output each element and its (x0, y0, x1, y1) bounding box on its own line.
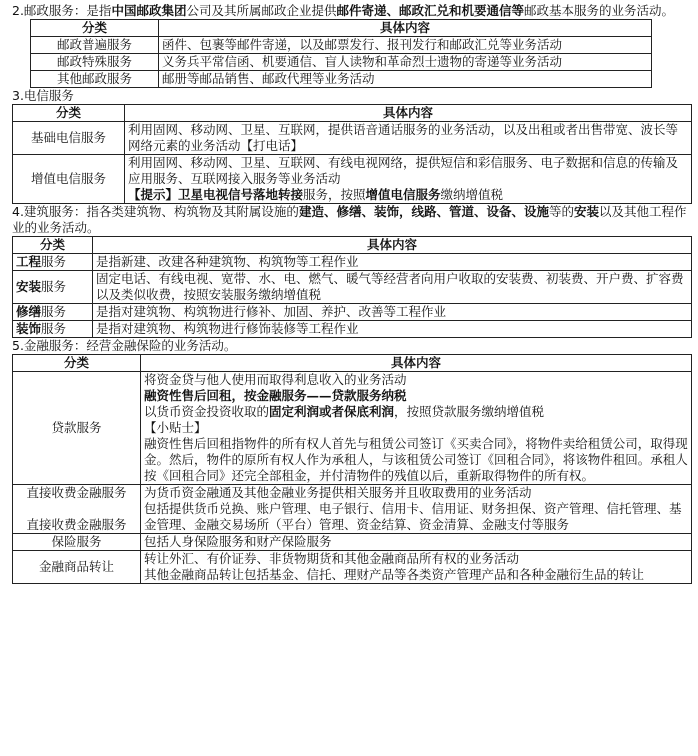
category-text: 直接收费金融服务 (26, 517, 127, 532)
table-header (31, 20, 652, 37)
intro-text: 4.建筑服务：指各类建筑物、构筑物及其附属设施的 (12, 204, 299, 219)
tip-text: 缴纳增值税 (440, 187, 504, 202)
tip-bold: 增值电信服务 (365, 187, 441, 202)
table-row (13, 485, 692, 534)
loan-line (144, 404, 688, 420)
intro-bold: 安装 (573, 204, 599, 219)
header-content: 具体内容 (93, 237, 692, 254)
intro-text: 邮政基本服务的业务活动。 (523, 3, 674, 18)
row-category: 贷款服务 (13, 372, 141, 485)
row-content: 义务兵平常信函、机要通信、盲人读物和革命烈士遗物的寄递等业务活动 (159, 54, 652, 71)
row-category: 邮政特殊服务 (31, 54, 159, 71)
row-category (13, 304, 93, 321)
row-category: 保险服务 (13, 534, 141, 551)
telecom-service-title: 3.电信服务 (12, 88, 74, 103)
loan-bold-line: 融资性售后回租，按金融服务——贷款服务纳税 (144, 388, 407, 403)
intro-text: 公司及其所属邮政企业提供 (186, 3, 337, 18)
table-row (13, 155, 692, 204)
tip-line (128, 187, 688, 203)
tip-bold: 【提示】卫星电视信号落地转接 (128, 187, 304, 202)
intro-bold: 中国邮政集团 (111, 3, 187, 18)
table-row (13, 304, 692, 321)
header-content: 具体内容 (141, 355, 692, 372)
row-content (141, 372, 692, 485)
row-content: 是指对建筑物、构筑物进行修饰装修等工程作业 (93, 321, 692, 338)
table-header (13, 237, 692, 254)
tip-heading: 【小贴士】 (144, 420, 207, 435)
row-content: 固定电话、有线电视、宽带、水、电、燃气、暖气等经营者向用户收取的安装费、初装费、开户费、扩容费以及类似收费，按照安装服务缴纳增值税 (93, 271, 692, 304)
table-row (31, 54, 652, 71)
row-category: 基础电信服务 (13, 122, 125, 155)
row-category: 增值电信服务 (13, 155, 125, 204)
table-row (31, 37, 652, 54)
financial-service-table (12, 354, 692, 584)
telecom-service-table (12, 104, 692, 204)
header-category: 分类 (31, 20, 159, 37)
category-text: 服务 (41, 321, 67, 336)
table-row (13, 372, 692, 485)
direct-line: 为货币资金融通及其他金融业务提供相关服务并且收取费用的业务活动 (144, 485, 532, 500)
header-category: 分类 (13, 355, 141, 372)
intro-bold: 建造、修缮、装饰，线路、管道、设备、设施 (298, 204, 549, 219)
category-bold: 安装 (16, 279, 42, 294)
row-content: 包括人身保险服务和财产保险服务 (141, 534, 692, 551)
transfer-line: 转让外汇、有价证券、非货物期货和其他金融商品所有权的业务活动 (144, 551, 520, 566)
row-content: 利用固网、移动网、卫星、互联网，提供语音通话服务的业务活动，以及出租或者出售带宽、波长等网络元素的业务活动【打电话】 (125, 122, 692, 155)
header-category: 分类 (13, 237, 93, 254)
table-row (13, 254, 692, 271)
category-text: 直接收费金融服务 (26, 485, 127, 500)
row-content (141, 485, 692, 534)
table-row (31, 71, 652, 88)
header-content: 具体内容 (125, 105, 692, 122)
financial-service-title: 5.金融服务：经营金融保险的业务活动。 (12, 338, 237, 353)
construction-service-table (12, 236, 692, 338)
spacer (16, 501, 137, 517)
row-category (13, 254, 93, 271)
category-bold: 工程 (16, 254, 42, 269)
intro-text: 以及其他工程作业的业务活动。 (12, 204, 687, 235)
tip-body: 融资性售后回租指物件的所有权人首先与租赁公司签订《买卖合同》，将物件卖给租赁公司，取得现金。然后，物件的原所有权人作为承租人，与该租赁公司签订《回租合同》，将该物件租回。承租人按《回租合同》还完全部租金，并付清物件的残值以后，重新取得物件的所有权。 (144, 436, 688, 483)
intro-text: 2.邮政服务：是指 (12, 3, 112, 18)
row-category: 邮政普遍服务 (31, 37, 159, 54)
table-header (13, 105, 692, 122)
row-category (13, 271, 93, 304)
row-content-text: 利用固网、移动网、卫星、互联网、有线电视网络，提供短信和彩信服务、电子数据和信息的传输及应用服务、互联网接入服务等业务活动 (128, 155, 679, 186)
category-text: 服务 (41, 304, 67, 319)
table-row (13, 321, 692, 338)
table-row (13, 122, 692, 155)
row-category (13, 321, 93, 338)
direct-line: 包括提供货币兑换、账户管理、电子银行、信用卡、信用证、财务担保、资产管理、信托管理、基金管理、金融交易场所（平台）管理、资金结算、资金清算、金融支付等服务 (144, 501, 682, 532)
postal-service-table (30, 19, 652, 88)
postal-service-intro (12, 3, 690, 19)
category-bold: 修缮 (16, 304, 42, 319)
table-row (13, 271, 692, 304)
table-row (13, 534, 692, 551)
category-text: 服务 (41, 279, 67, 294)
row-content: 邮册等邮品销售、邮政代理等业务活动 (159, 71, 652, 88)
row-category: 其他邮政服务 (31, 71, 159, 88)
row-category (13, 485, 141, 534)
row-content: 是指对建筑物、构筑物进行修补、加固、养护、改善等工程作业 (93, 304, 692, 321)
loan-bold: 固定利润或者保底利润 (269, 404, 395, 419)
row-content (141, 551, 692, 584)
header-category: 分类 (13, 105, 125, 122)
intro-bold: 邮件寄递、邮政汇兑和机要通信等 (336, 3, 524, 18)
loan-line: 将资金贷与他人使用而取得利息收入的业务活动 (144, 372, 407, 387)
table-row (13, 551, 692, 584)
row-content: 函件、包裹等邮件寄递，以及邮票发行、报刊发行和邮政汇兑等业务活动 (159, 37, 652, 54)
table-header (13, 355, 692, 372)
category-bold: 装饰 (16, 321, 42, 336)
row-category: 金融商品转让 (13, 551, 141, 584)
row-content: 是指新建、改建各种建筑物、构筑物等工程作业 (93, 254, 692, 271)
tip-text: 服务，按照 (303, 187, 366, 202)
row-content (125, 155, 692, 204)
loan-text: ，按照贷款服务缴纳增值税 (394, 404, 545, 419)
header-content: 具体内容 (159, 20, 652, 37)
construction-service-intro (12, 204, 690, 236)
transfer-line: 其他金融商品转让包括基金、信托、理财产品等各类资产管理产品和各种金融衍生品的转让 (144, 567, 645, 582)
intro-text: 等的 (548, 204, 574, 219)
loan-text: 以货币资金投资收取的 (144, 404, 270, 419)
category-text: 服务 (41, 254, 67, 269)
